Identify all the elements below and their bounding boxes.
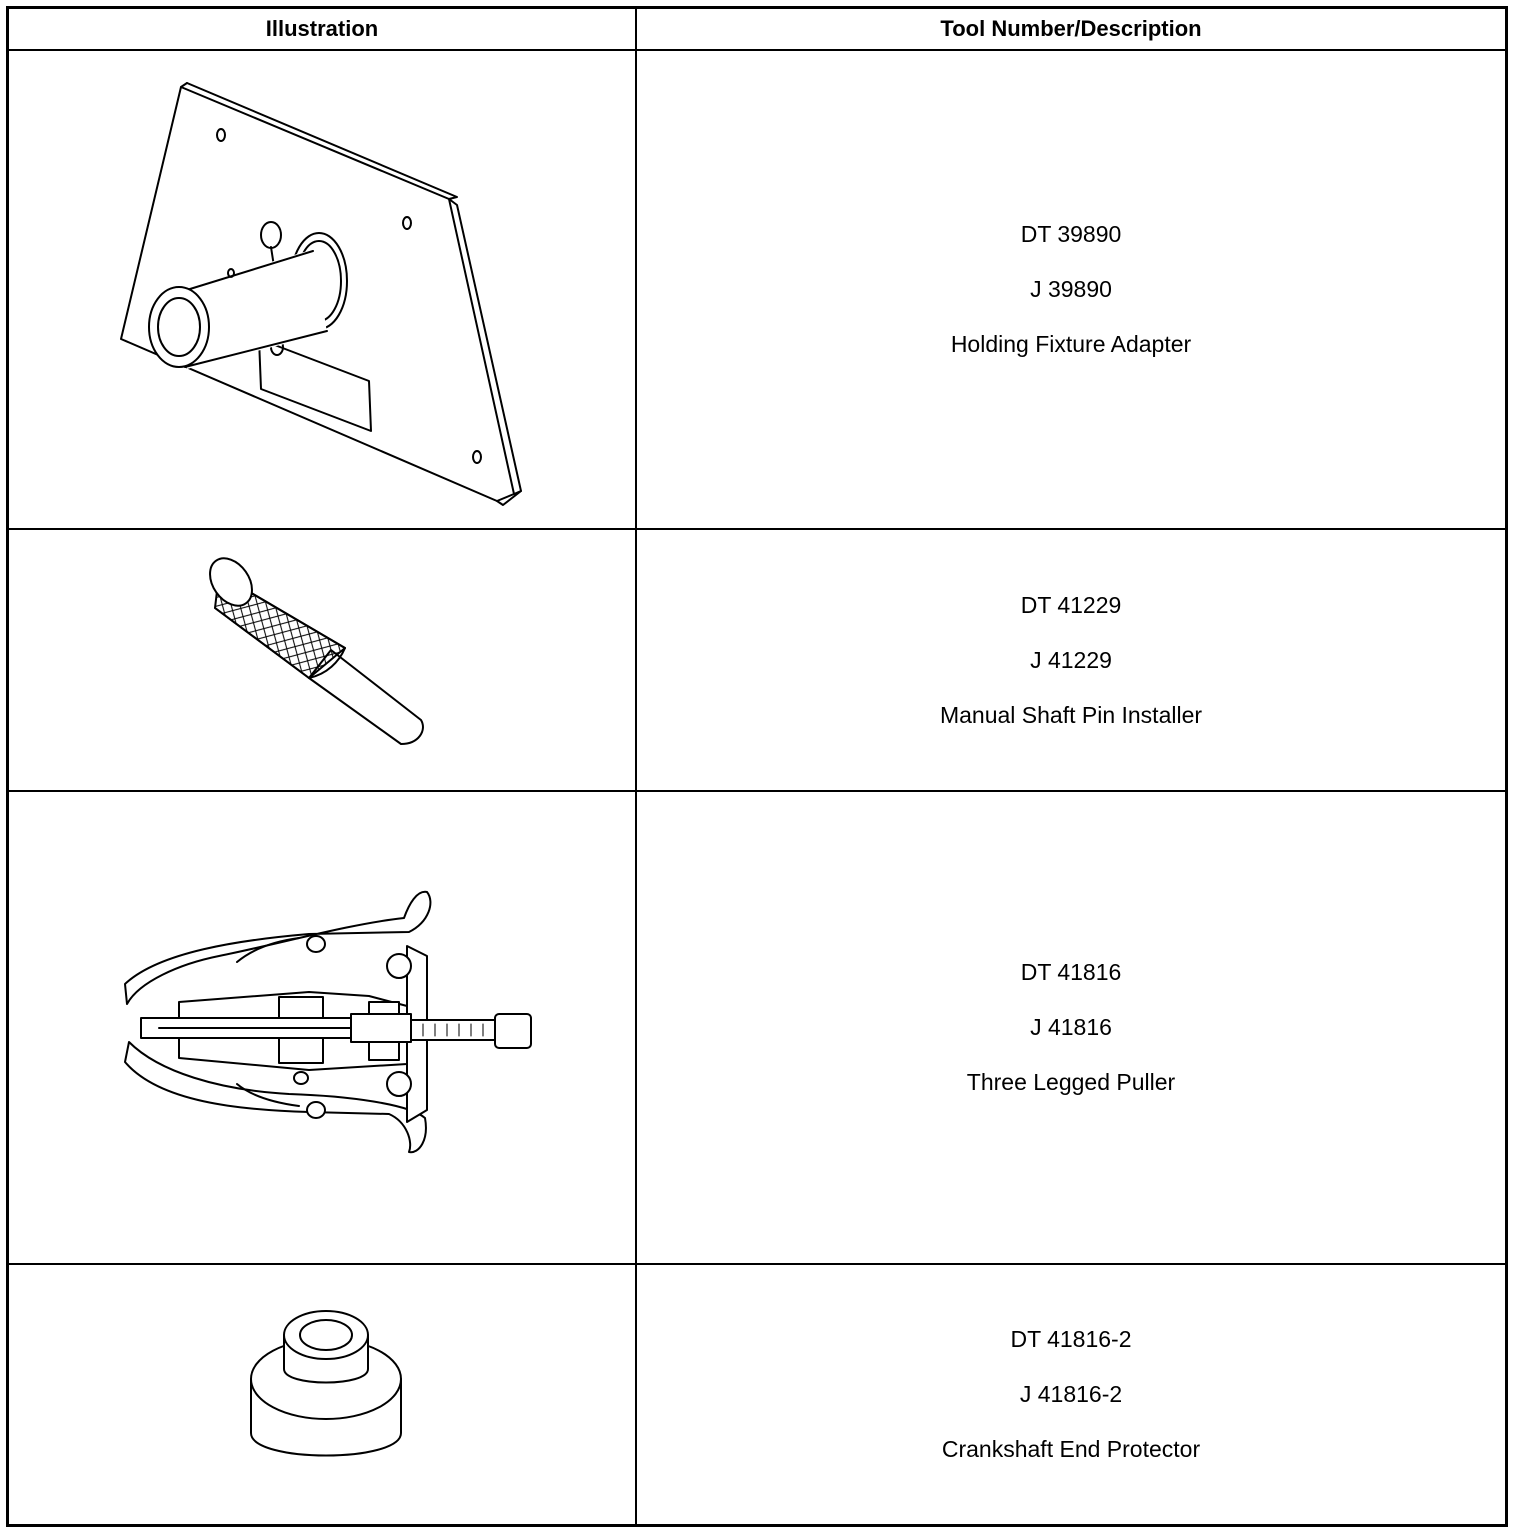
crankshaft-end-protector-icon: [9, 1265, 635, 1524]
dt-tool-number: DT 39890: [1020, 221, 1122, 247]
tool-table: [6, 6, 1508, 1527]
dt-tool-number: DT 41229: [1020, 591, 1122, 618]
table-row-illustration: [9, 51, 635, 528]
j-tool-number: J 41229: [1030, 646, 1112, 673]
tool-description: Holding Fixture Adapter: [950, 331, 1192, 357]
table-row-illustration: [9, 792, 635, 1263]
j-tool-number: J 39890: [1030, 276, 1112, 302]
tool-description: Crankshaft End Protector: [941, 1436, 1201, 1462]
table-row-description: [637, 1265, 1505, 1524]
tool-description: Manual Shaft Pin Installer: [939, 701, 1203, 728]
dt-tool-number: DT 41816: [1020, 959, 1122, 985]
header-illustration: Illustration: [265, 16, 379, 41]
table-row-illustration: [9, 1265, 635, 1524]
header-tool-description: Tool Number/Description: [940, 16, 1202, 41]
j-tool-number: J 41816-2: [1019, 1381, 1123, 1407]
table-row-description: [637, 792, 1505, 1263]
holding-fixture-adapter-icon: [9, 51, 635, 528]
three-legged-puller-icon: [9, 792, 635, 1263]
table-row-description: [637, 530, 1505, 790]
j-tool-number: J 41816: [1030, 1014, 1112, 1040]
dt-tool-number: DT 41816-2: [1010, 1326, 1132, 1352]
manual-shaft-pin-installer-icon: [9, 530, 635, 790]
table-row-illustration: [9, 530, 635, 790]
table-row-description: [637, 51, 1505, 528]
tool-description: Three Legged Puller: [966, 1069, 1176, 1095]
